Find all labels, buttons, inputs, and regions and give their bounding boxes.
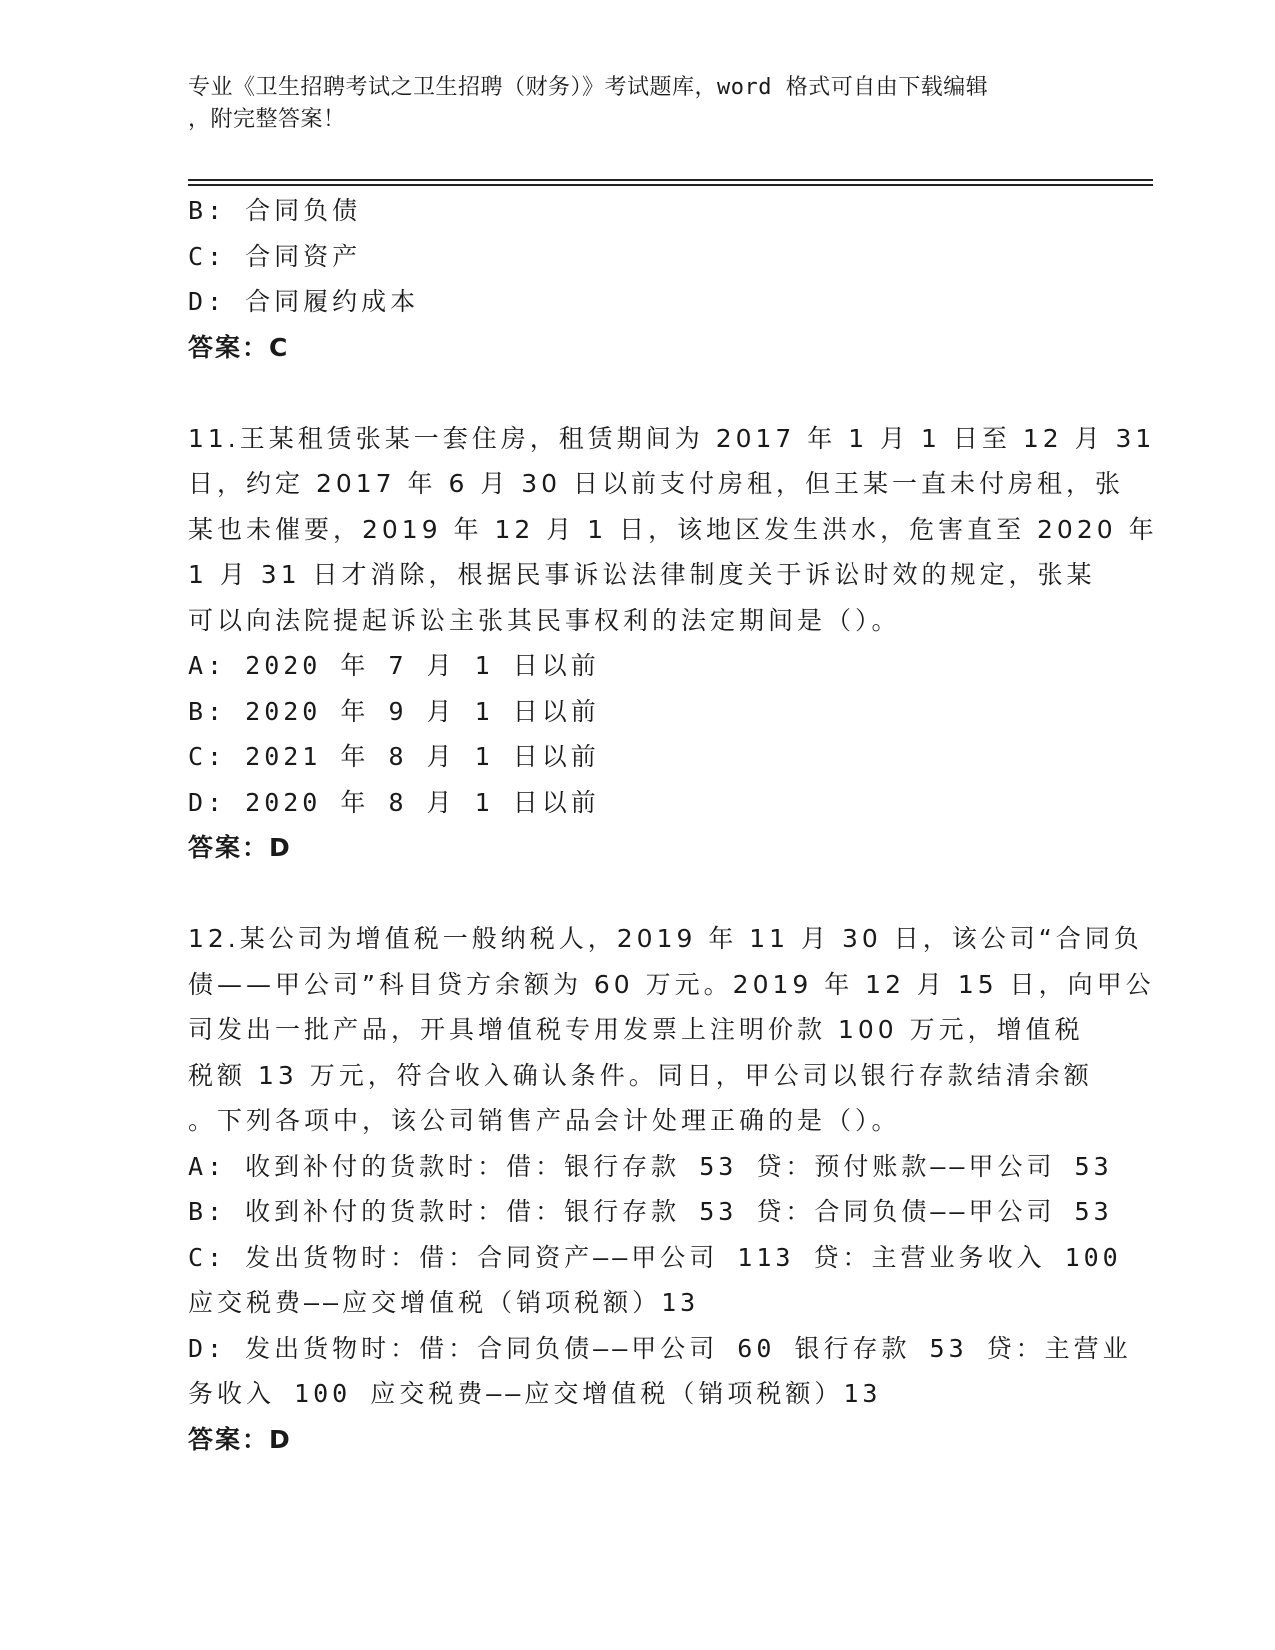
- q12-option-c-continued: 应交税费——应交增值税（销项税额）13: [188, 1288, 700, 1317]
- q12-stem-line-2: 债——甲公司”科目贷方余额为 60 万元。2019 年 12 月 15 日，向甲公: [188, 969, 1155, 999]
- question-11-block: [188, 416, 1158, 871]
- question-10-block: [188, 188, 1078, 370]
- q12-stem-line-5: 。下列各项中，该公司销售产品会计处理正确的是（）。: [188, 1106, 901, 1135]
- q10-option-c: C: 合同资产: [188, 241, 362, 271]
- q12-stem-line-4: 税额 13 万元，符合收入确认条件。同日，甲公司以银行存款结清余额: [188, 1060, 1093, 1090]
- q11-stem-line-1: 11.王某租赁张某一套住房，租赁期间为 2017 年 1 月 1 日至 12 月 31: [188, 423, 1156, 453]
- question-content: [188, 188, 1158, 1462]
- header-rule-bottom: [188, 184, 1153, 186]
- q10-answer: 答案：C: [188, 332, 290, 362]
- q11-option-c: C: 2021 年 8 月 1 日以前: [188, 742, 600, 771]
- q10-option-d: D: 合同履约成本: [188, 287, 420, 316]
- q12-answer: 答案：D: [188, 1424, 292, 1454]
- spacer: [188, 370, 1078, 416]
- document-header-note: [188, 72, 1088, 136]
- spacer: [188, 871, 1078, 917]
- q11-stem-line-3: 某也未催要，2019 年 12 月 1 日，该地区发生洪水，危害直至 2020 年: [188, 514, 1158, 544]
- header-line-1: 专业《卫生招聘考试之卫生招聘（财务）》考试题库，word 格式可自由下载编辑: [188, 75, 989, 100]
- q11-stem-line-2: 日，约定 2017 年 6 月 30 日以前支付房租，但王某一直未付房租，张: [188, 469, 1125, 498]
- q11-option-b: B: 2020 年 9 月 1 日以前: [188, 696, 600, 726]
- q12-option-a: A: 收到补付的货款时：借：银行存款 53 贷：预付账款——甲公司 53: [188, 1151, 1113, 1181]
- q12-stem-line-3: 司发出一批产品，开具增值税专用发票上注明价款 100 万元，增值税: [188, 1015, 1084, 1044]
- q11-option-a: A: 2020 年 7 月 1 日以前: [188, 651, 600, 680]
- q12-option-b: B: 收到补付的货款时：借：银行存款 53 贷：合同负债——甲公司 53: [188, 1197, 1113, 1226]
- question-12-block: [188, 916, 1155, 1462]
- q11-stem-line-4: 1 月 31 日才消除，根据民事诉讼法律制度关于诉讼时效的规定，张某: [188, 560, 1096, 589]
- q12-option-c: C: 发出货物时：借：合同资产——甲公司 113 贷：主营业务收入 100: [188, 1242, 1122, 1272]
- q11-stem-line-5: 可以向法院提起诉讼主张其民事权利的法定期间是（）。: [188, 605, 901, 635]
- header-line-2: ，附完整答案！: [188, 107, 346, 132]
- q10-option-b: B: 合同负债: [188, 196, 362, 225]
- q11-option-d: D: 2020 年 8 月 1 日以前: [188, 787, 600, 817]
- q12-option-d-continued: 务收入 100 应交税费——应交增值税（销项税额）13: [188, 1379, 882, 1408]
- q11-answer: 答案：D: [188, 833, 292, 862]
- header-rule-top: [188, 179, 1153, 181]
- q12-option-d: D: 发出货物时：借：合同负债——甲公司 60 银行存款 53 贷：主营业: [188, 1333, 1132, 1363]
- q12-stem-line-1: 12.某公司为增值税一般纳税人，2019 年 11 月 30 日，该公司“合同负: [188, 924, 1143, 953]
